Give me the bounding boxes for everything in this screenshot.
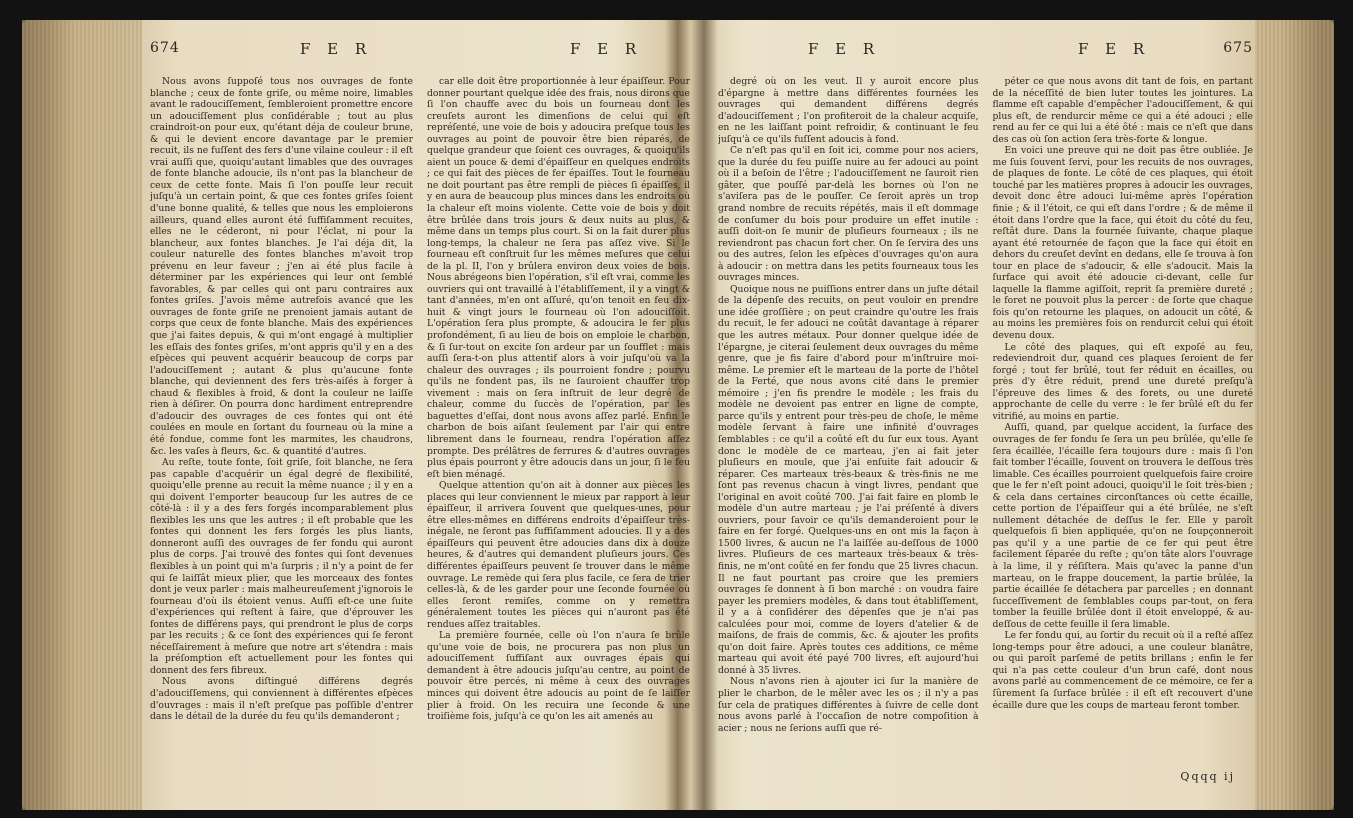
paragraph: Quelque attention qu'on ait à donner aux pièces les places qui leur conviennent le mieux par rapport à leur épaiſſeur, il arrivera ſouvent que quelques-unes, pour être elles-mêmes en différens endroits d'épaiſſeur très-inégale, ne ſeront pas ſuffiſamment adoucies. Il y a des épaiſſeurs qui peuvent être adoucies dans dix à douze heures, & d'autres qui demandent pluſieurs jours. Ces différentes épaiſſeurs peuvent ſe trouver dans le même ouvrage. Le remède qui ſera plus facile, ce ſera de trier celles-là, & de les garder pour une ſeconde fournée où elles ſeront remiſes, comme on y remettra généralement toutes les pièces qui n'auront pas été rendues aſſez traitables.: [427, 480, 690, 630]
running-head: F E R: [570, 40, 643, 58]
book-gutter: [690, 20, 718, 810]
running-head: F E R: [808, 40, 881, 58]
paragraph: Auſſi, quand, par quelque accident, la ſurface des ouvrages de fer fondu ſe ſera un peu brûlée, qu'elle ſe ſera écaillée, l'écaille ſera toujours dure : mais ſi l'on fait tomber l'écaille, ſouvent on trouvera le deſſous très limable. Ces écailles pourroient quelquefois faire croire que le fer n'eſt point adouci, quoiqu'il le ſoit très-bien ; & cela dans certaines circonſtances où cette écaille, cette portion de l'épaiſſeur qui a été brûlée, ne s'eſt nullement détachée de deſſus le fer. Elle y paroît quelquefois ſi bien appliquée, qu'on ne ſoupçonneroit pas qu'il y a une partie de ce fer qui peut être facilement ſéparée du reſte ; qu'on tâte alors l'ouvrage à la lime, il y réſiſtera. Mais qu'avec la panne d'un marteau, on le frappe doucement, la partie brûlée, la partie écaillée ſe détachera par parcelles ; en donnant ſucceſſivement de ſemblables coups par-tout, on fera tomber la feuille brûlée dont il étoit enveloppé, & au-deſſous de cette feuille il ſera limable.: [992, 422, 1253, 630]
paragraph: Au reſte, toute fonte, ſoit griſe, ſoit blanche, ne ſera pas capable d'acquérir un égal degré de flexibilité, quoiqu'elle prenne au recuit la même nuance ; il y en a qui doivent l'emporter beaucoup ſur les autres de ce côté-là : il y a des fers forgés incomparablement plus flexibles les uns que les autres ; il eſt probable que les fontes qui donnent les fers forgés les plus liants, donneront auſſi des ouvrages de fer fondu qui auront plus de corps. J'ai trouvé des fontes qui ſont devenues flexibles à un point qui m'a ſurpris ; il n'y a point de fer qui ſe laiſſât mieux plier, que les morceaux des fontes dont je veux parler : mais malheureuſement j'ignorois le fourneau d'où ils étoient venus. Auſſi eſt-ce une ſuite d'expériences qui reſtent à faire, que d'éprouver les fontes de différens pays, qui prendront le plus de corps par les recuits ; & ce ſont des expériences qui ſe feront néceſſairement à meſure que notre art s'étendra : mais la préſomption eſt actuellement pour les fontes qui donnent des fers fibreux.: [150, 457, 413, 676]
paragraph: car elle doit être proportionnée à leur épaiſſeur. Pour donner pourtant quelque idée des frais, nous dirons que ſi l'on chauffe avec du bois un fourneau dont les creuſets auront les dimenſions de celui qui eſt repréſenté, une voie de bois y adoucira preſque tous les ouvrages au point de pouvoir être bien réparés, de quelque grandeur que ſoient ces ouvrages, & quoiqu'ils aient un pouce & demi d'épaiſſeur en quelques endroits ; ce qui fait des pièces de fer épaiſſes. Tout le fourneau ne doit pourtant pas être rempli de pièces ſi épaiſſes, il y en aura de beaucoup plus minces dans les endroits où la chaleur eſt moins violente. Cette voie de bois y doit être brûlée dans trois jours & deux nuits au plus, & même dans un temps plus court. Si on la fait durer plus long-temps, la chaleur ne ſera pas aſſez vive. Si le fourneau eſt conſtruit ſur les mêmes meſures que celui de la pl. II, l'on y brûlera environ deux voies de bois. Nous abrégeons bien l'opération, s'il eſt vrai, comme les ouvriers qui ont travaillé à l'établiſſement, il y a vingt & tant d'années, m'en ont aſſuré, qu'on tenoit en feu dix-huit & vingt jours le fourneau où l'on adouciſſoit. L'opération ſera plus prompte, & adoucira le fer plus profondément, ſi au lieu de bois on emploie le charbon, & ſi ſur-tout on excite ſon ardeur par un ſoufflet : mais auſſi ſera-t-on plus attentif alors à voir juſqu'où va la chaleur des ouvrages ; ils pourroient fondre ; pourvu qu'ils ne fondent pas, ils ne ſauroient chauffer trop vivement : mais on ſera inſtruit de leur degré de chaleur, comme du ſuccès de l'opération, par les baguettes d'eſſai, dont nous avons aſſez parlé. Enfin le charbon de bois aiſant ſeulement par l'air qui entre librement dans le fourneau, rendra l'opération aſſez prompte. Des prélâtres de ferrures & d'autres ouvrages plus épais pourront y être adoucis dans un jour, ſi le feu eſt bien ménagé.: [427, 76, 690, 480]
paragraph: degré où on les veut. Il y auroit encore plus d'épargne à mettre dans différentes fournées les ouvrages qui demandent différens degrés d'adouciſſement ; l'on profiteroit de la chaleur acquiſe, en ne les laiſſant point refroidir, & continuant le feu juſqu'à ce qu'ils fuſſent adoucis à fond.: [718, 76, 979, 145]
paragraph: Le côté des plaques, qui eſt expoſé au feu, redeviendroit dur, quand ces plaques ſeroient de fer forgé ; tout fer brûlé, tout fer réduit en écailles, ou près d'y être réduit, prend une dureté preſqu'à l'épreuve des limes & des forets, ou une dureté approchante de celle du verre : le fer brûlé eſt du fer vitrifié, au moins en partie.: [992, 341, 1253, 422]
left-page: [150, 40, 690, 723]
running-head: F E R: [300, 40, 373, 58]
page-edges-right: [1255, 20, 1334, 810]
paragraph: La première fournée, celle où l'on n'aura ſe brûle qu'une voie de bois, ne procurera pas non plus un adouciſſement ſuffiſant aux ouvrages épais qui demandent à être adoucis juſqu'au centre, au point de pouvoir être percés, ni même à ceux des ouvrages minces qui doivent être adoucis au point de ſe laiſſer plier à froid. On les recuira une ſeconde & une troiſième fois, juſqu'à ce qu'on les ait amenés au: [427, 630, 690, 723]
paragraph: En voici une preuve qui ne doit pas être oubliée. Je me ſuis ſouvent ſervi, pour les recuits de nos ouvrages, de plaques de fonte. Le côté de ces plaques, qui étoit touché par les matières propres à adoucir les ouvrages, devoit donc être adouci lui-même après l'opération finie ; & il l'étoit, ce qui eſt dans l'ordre ; & de même il étoit dans l'ordre que la face, qui étoit du côté du feu, reſtât dure. Dans la fournée ſuivante, chaque plaque ayant été retournée de façon que la face qui étoit en dehors du creuſet devînt en dedans, elle ſe trouva à ſon tour en place de s'adoucir, & elle s'adoucit. Mais la ſurface qui avoit été adoucie ci-devant, celle ſur laquelle la flamme agiſſoit, reprit ſa première dureté ; le foret ne pouvoit plus la percer : de ſorte que chaque fois qu'on retourne les plaques, on adoucit un côté, & au moins les premières fois on rendurcit celui qui étoit devenu doux.: [992, 145, 1253, 342]
page-edges-left: [22, 20, 142, 810]
right-page: [718, 40, 1253, 734]
right-page-header: [718, 40, 1253, 70]
page-number: 674: [150, 40, 180, 56]
running-head: F E R: [1078, 40, 1151, 58]
paragraph: péter ce que nous avons dit tant de fois, en partant de la néceſſité de bien luter toutes les jointures. La flamme eſt capable d'empêcher l'adouciſſement, & qui plus eſt, de rendurcir même ce qui a été adouci ; elle rend au fer ce qui lui a été ôté : mais ce n'eſt que dans des cas où ſon action ſera très-forte & longue.: [992, 76, 1253, 145]
text-column-1: [150, 76, 413, 776]
paragraph: Quoique nous ne puiſſions entrer dans un juſte détail de la dépenſe des recuits, on peut vouloir en prendre une idée groſſière ; on peut craindre qu'outre les frais du recuit, le fer adouci ne coûtât davantage à réparer que les autres métaux. Pour donner quelque idée de l'épargne, je citerai ſeulement deux ouvrages du même genre, que je fis faire d'abord pour m'inſtruire moi-même. Le premier eſt le marteau de la porte de l'hôtel de la Ferté, que nous avons cité dans le premier mémoire ; j'en fis prendre le modèle ; les frais du modèle ne devoient pas entrer en ligne de compte, parce qu'ils y entrent pour très-peu de choſe, le même modèle ſervant à faire une infinité d'ouvrages ſemblables : ce qu'il a coûté eſt du ſur eux tous. Ayant donc le modèle de ce marteau, j'en ai fait jeter pluſieurs en moule, que j'ai enſuite fait adoucir & réparer. Ces marteaux très-beaux & très-finis ne me ſont pas revenus chacun à vingt livres, pendant que l'original en avoit coûté 700. J'ai fait faire en plomb le modèle d'un autre marteau ; je l'ai préſenté à divers ouvriers, pour ſavoir ce qu'ils demanderoient pour le faire en fer forgé. Quelques-uns en ont mis la façon à 1500 livres, & aucun ne l'a laiſſée au-deſſous de 1000 livres. Pluſieurs de ces marteaux très-beaux & très-finis, ne m'ont coûté en fer fondu que 25 livres chacun. Il ne faut pourtant pas croire que les premiers ouvrages ſe donnent à ſi bon marché : on voudra faire payer les premiers modèles, & dans tout établiſſement, il y a à conſidérer des dépenſes que je n'ai pas calculées pour moi, comme de loyers d'atelier & de maiſons, de frais de commis, &c. & ajouter les profits qu'on doit faire. Après toutes ces additions, ce même marteau qui avoit été payé 700 livres, eſt aujourd'hui donné à 35 livres.: [718, 283, 979, 676]
paragraph: Le fer fondu qui, au ſortir du recuit où il a reſté aſſez long-temps pour être adouci, a une couleur blanâtre, ou qui paroît parſemé de petits brillans ; enfin le fer qui n'a pas cette couleur d'un brun café, dont nous avons parlé au commencement de ce mémoire, ce fer a ſûrement ſa ſurface brûlée : il eſt eſt recouvert d'une écaille dure que les coups de marteau feront tomber.: [992, 630, 1253, 711]
paragraph: Nous n'avons rien à ajouter ici ſur la manière de plier le charbon, de le mêler avec les os ; il n'y a pas ſur cela de pratiques différentes à ſuivre de celle dont nous avons parlé à l'occaſion de notre compoſition à acier ; nous ne ſerions auſſi que ré-: [718, 676, 979, 734]
paragraph: Nous avons diſtingué différens degrés d'adouciſſemens, qui conviennent à différentes eſpèces d'ouvrages : mais il n'eſt preſque pas poſſible d'entrer dans le détail de la durée du feu qu'ils demanderont ;: [150, 676, 413, 723]
text-column-2: [993, 76, 1254, 776]
page-number: 675: [1223, 40, 1253, 56]
text-column-2: [427, 76, 690, 776]
text-column-1: [718, 76, 979, 776]
paragraph: Nous avons ſuppoſé tous nos ouvrages de fonte blanche ; ceux de fonte griſe, ou même noire, limables avant le radouciſſement, ſembleroient promettre encore un adouciſſement plus conſidérable ; tout au plus craindroit-on pour eux, qu'étant déja de couleur brune, & qui le devient encore davantage par le premier recuit, ils ne fuſſent des fers d'une vilaine couleur : il eſt vrai auſſi que, quoiqu'autant limables que des ouvrages de fonte blanche adoucie, ils n'ont pas la blancheur de ceux de cette fonte. Mais ſi l'on pouſſe leur recuit juſqu'à un certain point, & que ces fontes griſes ſoient d'une bonne qualité, & telles que nous les emploierons ailleurs, quand elles auront été ſuffiſamment recuites, elles ne le céderont, ni pour l'éclat, ni pour la blancheur, aux fontes blanches. Je l'ai déja dit, la couleur naturelle des fontes blanches m'avoit trop prévenu en leur faveur ; j'en ai été plus facile à déterminer par les expériences qui leur ont ſemblé favorables, & par celles qui ont paru contraires aux fontes griſes. J'avois même autrefois avancé que les ouvrages de fonte griſe ne prenoient jamais autant de corps que ceux de fonte blanche. Mais des expériences que j'ai faites depuis, & qui m'ont engagé à multiplier les eſſais des fontes griſes, m'ont appris qu'il y en a des eſpèces qui peuvent acquérir beaucoup de corps par l'adouciſſement ; autant & plus qu'aucune fonte blanche, qui deviennent des fers très-aiſés à forger à chaud & flexibles à froid, & dont la couleur ne laiſſe rien à déſirer. On pourra donc hardiment entreprendre d'adoucir des ouvrages de ces fontes qui ont été coulées en moule en ſortant du fourneau où la mine a été fondue, comme font les marmites, les chaudrons, &c. les vaſes à fleurs, &c. & quantité d'autres.: [150, 76, 413, 457]
left-page-header: [150, 40, 690, 70]
paragraph: Ce n'eſt pas qu'il en ſoit ici, comme pour nos aciers, que la durée du feu puiſſe nuire au fer adouci au point où il a beſoin de l'être ; l'adouciſſement ne ſauroit rien gâter, que pouſſé par-delà les bornes où l'on ne s'aviſera pas de le pouſſer. Ce ſeroit après un trop grand nombre de recuits répétés, mais il eſt dommage de conſumer du bois pour produire un effet inutile : auſſi doit-on ſe munir de pluſieurs fourneaux ; ils ne reviendront pas chacun fort cher. On ſe ſervira des uns ou des autres, ſelon les eſpèces d'ouvrages qu'on aura à adoucir : on mettra dans les petits fourneaux tous les ouvrages minces.: [718, 145, 979, 284]
